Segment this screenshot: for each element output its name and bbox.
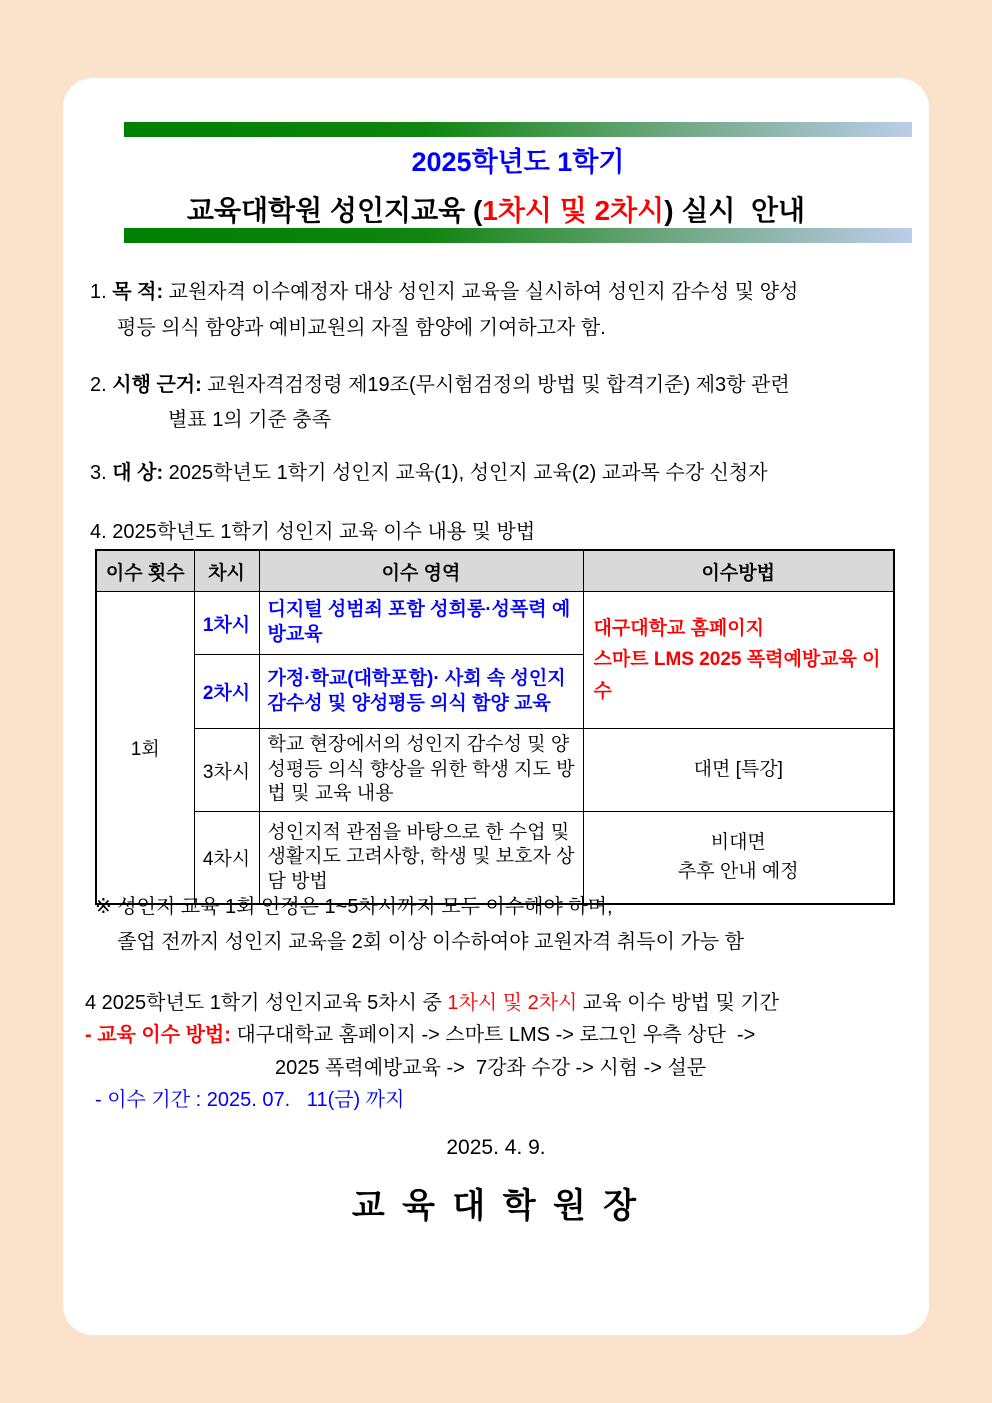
header-method: 이수방법 — [583, 550, 894, 592]
purpose-text: 교원자격 이수예정자 대상 성인지 교육을 실시하여 성인지 감수성 및 양성 — [163, 281, 799, 303]
main-title-highlight: 1차시 및 2차시 — [482, 195, 665, 226]
basis-line1 — [90, 373, 790, 397]
method-4-cell — [583, 812, 894, 905]
method-1-2-line1: 대구대학교 홈페이지 — [593, 617, 764, 639]
purpose-number: 1. — [90, 281, 113, 303]
main-title-pre: 교육대학원 성인지교육 ( — [186, 195, 483, 226]
session-3-cell: 3차시 — [194, 729, 259, 812]
period-heading-highlight: 1차시 및 2차시 — [447, 992, 578, 1014]
header-session: 차시 — [194, 550, 259, 592]
title-divider-bottom — [124, 228, 912, 243]
main-title — [63, 189, 929, 229]
basis-label: 시행 근거: — [112, 374, 202, 396]
completion-period-line: - 이수 기간 : 2025. 07. 11(금) 까지 — [95, 1089, 405, 1111]
method-instruction-line2: 2025 폭력예방교육 -> 7강좌 수강 -> 시험 -> 설문 — [275, 1057, 707, 1079]
target-text: 2025학년도 1학기 성인지 교육(1), 성인지 교육(2) 교과목 수강 신청자 — [163, 462, 768, 484]
completion-count-cell: 1회 — [96, 592, 194, 905]
table-row — [96, 729, 894, 812]
basis-number: 2. — [90, 374, 113, 396]
purpose-label: 목 적: — [112, 281, 164, 303]
method-4-line2: 추후 안내 예정 — [677, 860, 799, 882]
method-4-line1: 비대면 — [710, 832, 766, 854]
period-heading-pre: 4 2025학년도 1학기 성인지교육 5차시 중 — [85, 992, 448, 1014]
area-4-cell: 성인지적 관점을 바탕으로 한 수업 및 생활지도 고려사항, 학생 및 보호자 상담 방법 — [259, 812, 583, 905]
main-title-post: ) 실시 안내 — [664, 195, 806, 226]
signature-title: 교 육 대 학 원 장 — [351, 1187, 641, 1225]
table-intro-line: 4. 2025학년도 1학기 성인지 교육 이수 내용 및 방법 — [90, 521, 536, 543]
header-area: 이수 영역 — [259, 550, 583, 592]
basis-text: 교원자격검정령 제19조(무시험검정의 방법 및 합격기준) 제3항 관련 — [201, 374, 790, 396]
notice-sheet — [63, 78, 929, 1335]
completion-schedule-table — [95, 549, 895, 905]
header-completion-count: 이수 횟수 — [96, 550, 194, 592]
session-2-cell: 2차시 — [194, 655, 259, 729]
period-heading — [85, 991, 779, 1015]
basis-line2: 별표 1의 기준 충족 — [168, 409, 332, 431]
method-1-2-line2: 스마트 LMS 2025 폭력예방교육 이수 — [593, 649, 881, 702]
area-2-cell: 가정·학교(대학포함)· 사회 속 성인지 감수성 및 양성평등 의식 함양 교육 — [259, 655, 583, 729]
table-row — [96, 592, 894, 655]
purpose-line1 — [90, 280, 798, 304]
session-1-cell: 1차시 — [194, 592, 259, 655]
table-row — [96, 812, 894, 905]
semester-title: 2025학년도 1학기 — [411, 147, 625, 177]
purpose-line2: 평등 의식 함양과 예비교원의 자질 함양에 기여하고자 함. — [117, 317, 606, 339]
method-steps: 대구대학교 홈페이지 -> 스마트 LMS -> 로그인 우측 상단 -> — [230, 1024, 756, 1046]
table-header-row — [96, 550, 894, 592]
period-heading-post: 교육 이수 방법 및 기간 — [577, 992, 780, 1014]
session-4-cell: 4차시 — [194, 812, 259, 905]
method-label: - 교육 이수 방법: — [85, 1024, 231, 1046]
method-3-cell: 대면 [특강] — [583, 729, 894, 812]
title-divider-top — [124, 122, 912, 137]
note-line1: ※ 성인지 교육 1회 인정은 1~5차시까지 모두 이수해야 하며, — [95, 896, 613, 918]
notice-date: 2025. 4. 9. — [446, 1136, 546, 1159]
target-label: 대 상: — [112, 462, 164, 484]
target-line — [90, 461, 768, 485]
area-3-cell: 학교 현장에서의 성인지 감수성 및 양성평등 의식 향상을 위한 학생 지도 방법 및 교육 내용 — [259, 729, 583, 812]
area-1-cell: 디지털 성범죄 포함 성희롱·성폭력 예방교육 — [259, 592, 583, 655]
method-1-2-cell — [583, 592, 894, 729]
target-number: 3. — [90, 462, 113, 484]
note-line2: 졸업 전까지 성인지 교육을 2회 이상 이수하여야 교원자격 취득이 가능 함 — [117, 931, 744, 953]
method-instruction-line1 — [85, 1023, 755, 1047]
